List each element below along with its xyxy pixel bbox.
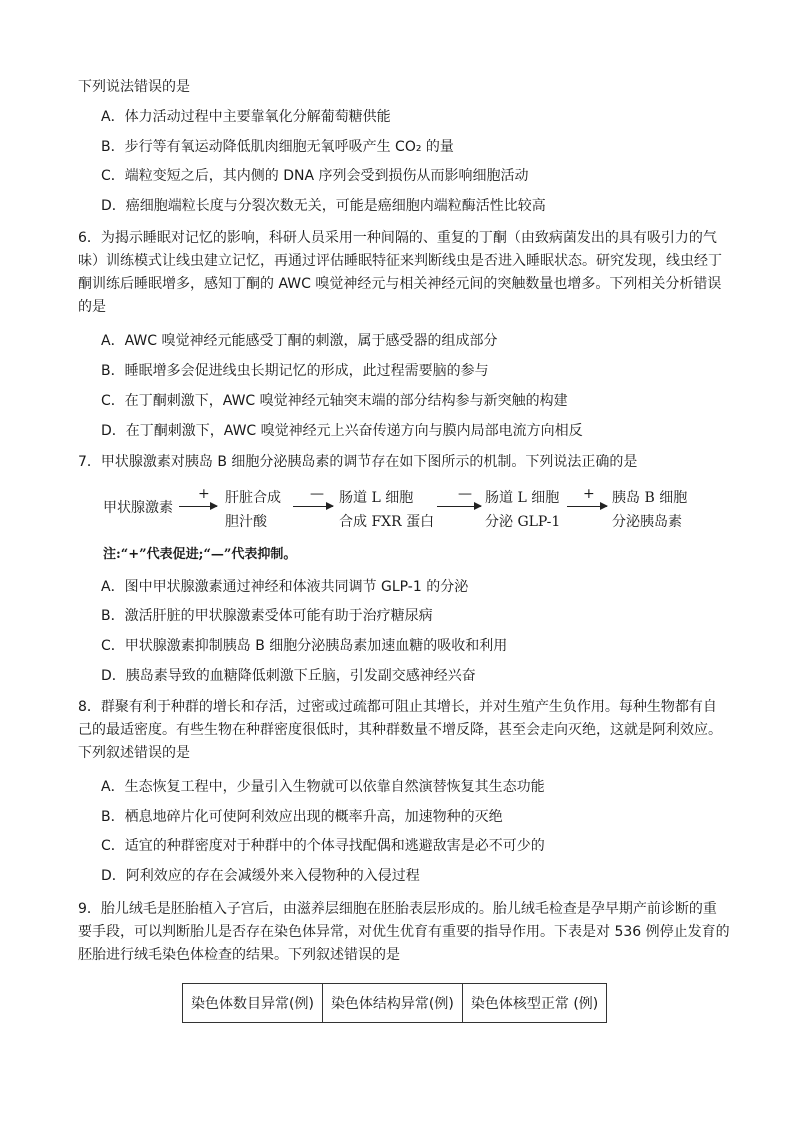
diagram-arrow [179,506,217,507]
q9-stem-line: 胚胎进行绒毛染色体检查的结果。下列叙述错误的是 [78,947,400,963]
diagram-node-glp1-top: 肠道 L 细胞 [485,490,560,506]
q9-stem-line: 9．胎儿绒毛是胚胎植入子宫后，由滋养层细胞在胚胎表层形成的。胎儿绒毛检查是孕早期产前诊断的重 [78,901,717,917]
diagram-sign-promote: + [583,486,595,502]
q6-stem-line: 酮训练后睡眠增多，感知丁酮的 AWC 嗅觉神经元与相关神经元间的突触数量也增多。下列相关分析错误 [78,276,722,292]
diagram-node-liver-bottom: 胆汁酸 [225,514,267,530]
table-header-cell: 染色体结构异常(例) [322,984,462,1023]
diagram-node-thyroid-hormone: 甲状腺激素 [103,500,173,516]
q6-stem-line: 6．为揭示睡眠对记忆的影响，科研人员采用一种间隔的、重复的丁酮（由致病菌发出的具有吸引力的气 [78,230,717,246]
diagram-note: 注:“+”代表促进;“—”代表抑制。 [103,547,297,562]
diagram-arrow [293,506,333,507]
q6-option-b: B．睡眠增多会促进线虫长期记忆的形成，此过程需要脑的参与 [101,363,489,379]
q9-stem-line: 要手段，可以判断胎儿是否存在染色体异常，对优生优育有重要的指导作用。下表是对 536 例停止发育的 [78,924,730,940]
q6-option-d: D．在丁酮刺激下，AWC 嗅觉神经元上兴奋传递方向与膜内局部电流方向相反 [101,423,583,439]
q8-option-d: D．阿利效应的存在会减缓外来入侵物种的入侵过程 [101,868,420,884]
q8-option-c: C．适宜的种群密度对于种群中的个体寻找配偶和逃避敌害是必不可少的 [101,838,545,854]
q7-option-a: A．图中甲状腺激素通过神经和体液共同调节 GLP-1 的分泌 [101,579,469,595]
q7-option-d: D．胰岛素导致的血糖降低刺激下丘脑，引发副交感神经兴奋 [101,668,476,684]
diagram-node-l-cell-top: 肠道 L 细胞 [339,490,414,506]
diagram-node-l-cell-bottom: 合成 FXR 蛋白 [339,514,435,530]
q6-stem-line: 的是 [78,299,106,315]
diagram-node-beta-cell-top: 胰岛 B 细胞 [612,490,688,506]
diagram-arrow [437,506,481,507]
diagram-sign-inhibit: — [310,486,324,502]
q5-option-b: B．步行等有氧运动降低肌肉细胞无氧呼吸产生 CO₂ 的量 [101,139,454,155]
diagram-arrow [567,506,607,507]
diagram-node-liver-top: 肝脏合成 [225,490,281,506]
diagram-node-beta-cell-bottom: 分泌胰岛素 [612,514,682,530]
q6-stem-line: 味）训练模式让线虫建立记忆，再通过评估睡眠特征来判断线虫是否进入睡眠状态。研究发现，线虫经丁 [78,253,722,269]
q5-option-a: A．体力活动过程中主要靠氧化分解葡萄糖供能 [101,109,391,125]
diagram-sign-inhibit: — [458,486,472,502]
diagram-sign-promote: + [198,486,210,502]
q6-option-c: C．在丁酮刺激下，AWC 嗅觉神经元轴突末端的部分结构参与新突触的构建 [101,393,568,409]
diagram-node-glp1-bottom: 分泌 GLP-1 [485,514,561,530]
regulation-diagram [101,485,721,565]
q7-stem: 7．甲状腺激素对胰岛 B 细胞分泌胰岛素的调节存在如下图所示的机制。下列说法正确的是 [78,454,638,470]
q6-option-a: A．AWC 嗅觉神经元能感受丁酮的刺激，属于感受器的组成部分 [101,333,498,349]
q8-stem-line: 下列叙述错误的是 [78,745,190,761]
table-header-cell: 染色体数目异常(例) [183,984,323,1023]
q5-stem: 下列说法错误的是 [78,79,190,95]
q8-stem-line: 8．群聚有利于种群的增长和存活，过密或过疏都可阻止其增长，并对生殖产生负作用。每种生物都有自 [78,699,717,715]
q8-option-b: B．栖息地碎片化可使阿利效应出现的概率升高，加速物种的灭绝 [101,809,503,825]
q8-option-a: A．生态恢复工程中，少量引入生物就可以依靠自然演替恢复其生态功能 [101,779,545,795]
q7-option-b: B．激活肝脏的甲状腺激素受体可能有助于治疗糖尿病 [101,608,433,624]
table-header-cell: 染色体核型正常 (例) [462,984,606,1023]
q8-stem-line: 己的最适密度。有些生物在种群密度很低时，其种群数量不增反降，甚至会走向灭绝，这就是阿利效应。 [78,722,722,738]
q5-option-d: D．癌细胞端粒长度与分裂次数无关，可能是癌细胞内端粒酶活性比较高 [101,198,546,214]
q7-option-c: C．甲状腺激素抑制胰岛 B 细胞分泌胰岛素加速血糖的吸收和利用 [101,638,508,654]
q5-option-c: C．端粒变短之后，其内侧的 DNA 序列会受到损伤从而影响细胞活动 [101,168,529,184]
table-header-row [183,984,607,1023]
chromosome-table [182,983,607,1023]
